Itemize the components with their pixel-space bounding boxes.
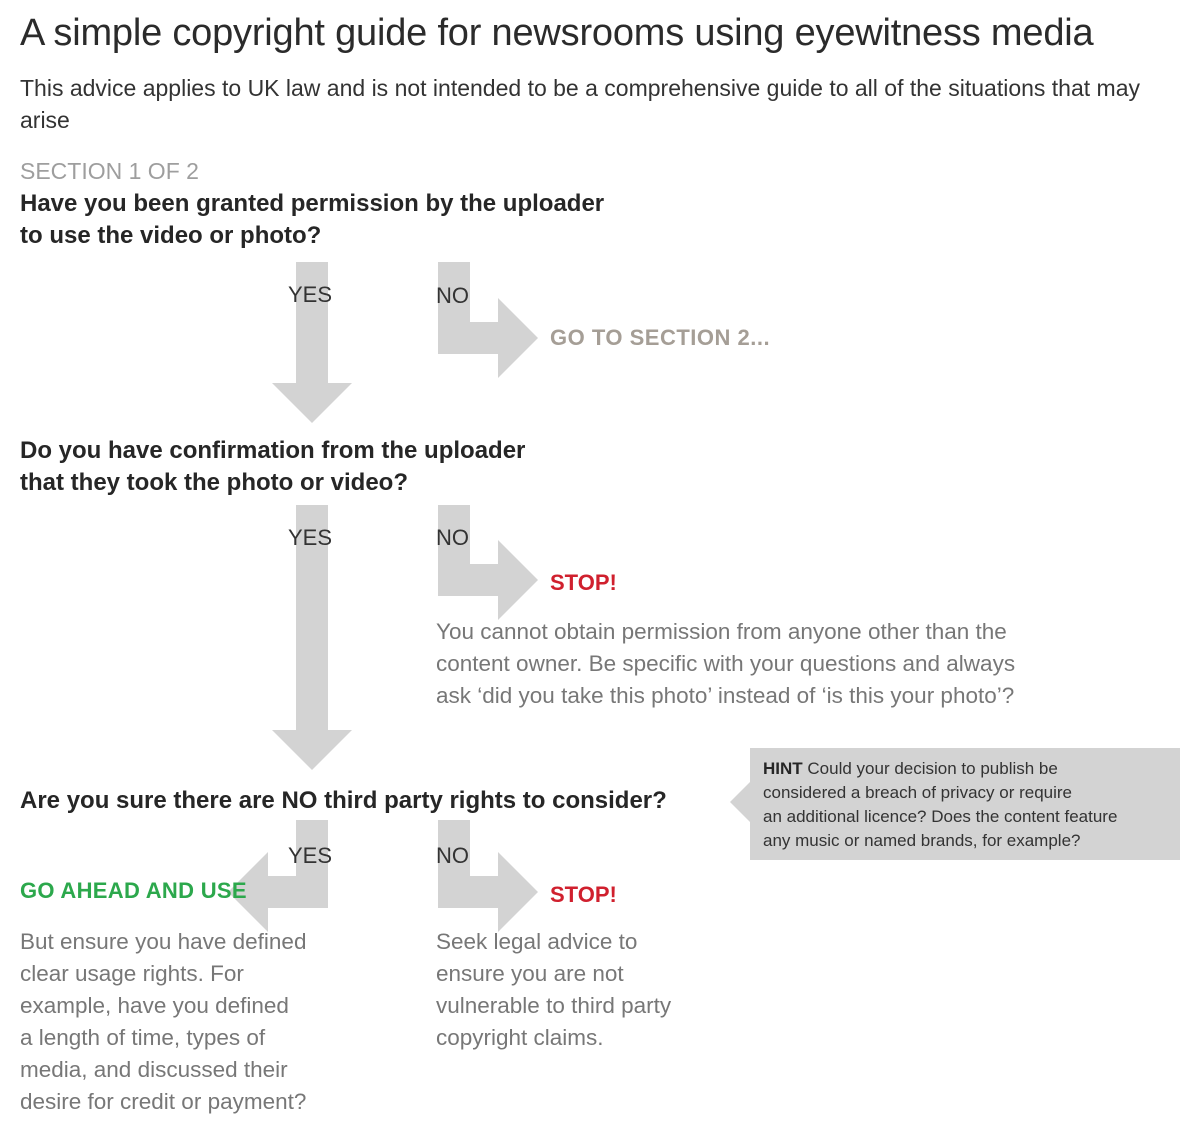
q3-stop-note-line: vulnerable to third party: [436, 993, 672, 1018]
q2-stop-note: [436, 616, 1015, 712]
question-1: [20, 188, 604, 252]
go-ahead-note-line: media, and discussed their: [20, 1057, 288, 1082]
go-ahead-note: [20, 926, 306, 1118]
q2-stop-note-line: You cannot obtain permission from anyone other than the: [436, 619, 1007, 644]
hint-line-2: considered a breach of privacy or require: [763, 783, 1072, 802]
question-3: Are you sure there are NO third party rights to consider?: [20, 787, 667, 814]
go-ahead-note-line: clear usage rights. For: [20, 961, 244, 986]
page-title: A simple copyright guide for newsrooms using eyewitness media: [20, 12, 1094, 54]
go-ahead-note-line: a length of time, types of: [20, 1025, 266, 1050]
q2-yes-label: YES: [288, 525, 333, 550]
q2-no-arrow: [438, 505, 538, 620]
q3-yes-label: YES: [288, 843, 333, 868]
hint-box: [763, 757, 1173, 853]
q3-no-label: NO: [436, 843, 469, 868]
question-1-line-1: Have you been granted permission by the uploader: [20, 190, 605, 217]
q2-stop-note-line: ask ‘did you take this photo’ instead of ‘is this your photo’?: [436, 683, 1015, 708]
q2-no-label: NO: [436, 525, 469, 550]
question-2: [20, 435, 525, 499]
page-subtitle: This advice applies to UK law and is not intended to be a comprehensive guide to all of the situations that may arise: [20, 75, 1140, 133]
q1-no-label: NO: [436, 283, 469, 308]
q3-no-arrow: [438, 820, 538, 932]
hint-line-1: [763, 757, 1173, 781]
go-ahead-note-line: desire for credit or payment?: [20, 1089, 307, 1114]
go-ahead-note-line: But ensure you have defined: [20, 929, 307, 954]
q3-stop-label: STOP!: [550, 882, 617, 907]
question-2-line-2: that they took the photo or video?: [20, 469, 408, 496]
go-to-section-2: GO TO SECTION 2...: [550, 325, 771, 350]
question-1-line-2: to use the video or photo?: [20, 222, 322, 249]
hint-line-3: an additional licence? Does the content feature: [763, 807, 1118, 826]
q1-no-arrow: [438, 262, 538, 378]
section-label: SECTION 1 OF 2: [20, 158, 199, 184]
go-ahead-label: GO AHEAD AND USE: [20, 878, 247, 903]
q3-stop-note: [436, 926, 671, 1054]
hint-label: HINT: [763, 759, 803, 778]
q3-stop-note-line: copyright claims.: [436, 1025, 604, 1050]
q1-yes-label: YES: [288, 282, 333, 307]
question-2-line-1: Do you have confirmation from the uploader: [20, 437, 526, 464]
q2-stop-note-line: content owner. Be specific with your questions and always: [436, 651, 1016, 676]
go-ahead-note-line: example, have you defined: [20, 993, 289, 1018]
q3-stop-note-line: ensure you are not: [436, 961, 624, 986]
q3-stop-note-line: Seek legal advice to: [436, 929, 638, 954]
hint-line-1-text: Could your decision to publish be: [807, 759, 1058, 778]
q3-yes-arrow: [228, 820, 328, 932]
hint-line-4: any music or named brands, for example?: [763, 831, 1081, 850]
q2-stop-label: STOP!: [550, 570, 617, 595]
